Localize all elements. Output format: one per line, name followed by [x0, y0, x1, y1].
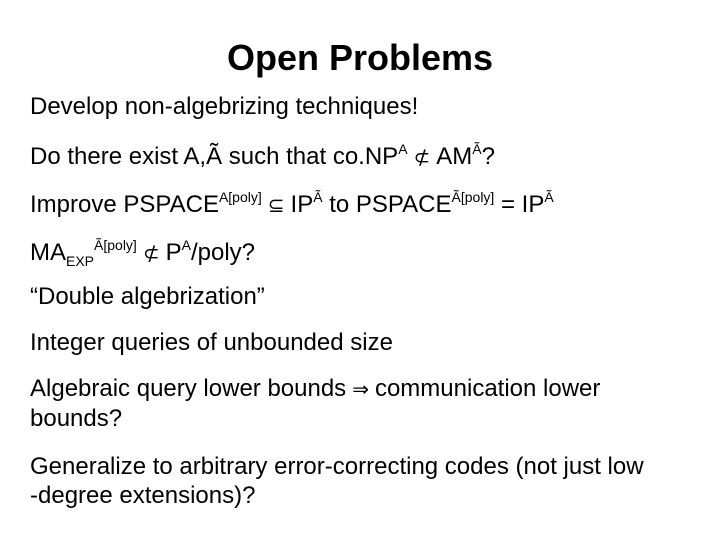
item-text: MA — [30, 239, 66, 266]
superscript: Ã[poly] — [451, 189, 495, 205]
not-subset-symbol: ⊄ — [413, 145, 431, 169]
item-text: IP — [290, 191, 314, 218]
superscript: Ã — [313, 189, 323, 205]
slide-title: Open Problems — [226, 37, 494, 78]
superscript: A — [398, 141, 408, 157]
item-double-algebrization — [30, 282, 700, 311]
subscript: EXP — [66, 253, 95, 269]
item-line: -degree extensions)? — [30, 482, 256, 509]
item-text: = IP — [494, 191, 545, 218]
subseteq-symbol: ⊆ — [267, 193, 285, 217]
superscript: Ã[poly] — [94, 237, 137, 253]
item-text: Do there exist A,Ã such that co.NP — [30, 143, 399, 170]
item-text: Improve PSPACE — [30, 191, 219, 218]
item-integer-queries — [30, 328, 700, 357]
not-subset-symbol: ⊄ — [142, 241, 160, 265]
item-generalize-codes — [30, 452, 700, 510]
item-text: Algebraic query lower bounds — [30, 375, 347, 402]
item-text: Develop non-algebrizing techniques! — [30, 93, 419, 120]
item-improve-pspace — [30, 190, 700, 220]
item-text: communication lower — [374, 375, 601, 402]
item-non-algebrizing — [30, 92, 700, 121]
item-text: Integer queries of unbounded size — [30, 329, 393, 356]
item-query-lower-bounds — [30, 374, 700, 433]
superscript: Ã — [472, 141, 482, 157]
superscript: A[poly] — [218, 189, 262, 205]
item-line: Generalize to arbitrary error-correcting codes (not just low — [30, 453, 644, 480]
item-text: ? — [481, 143, 495, 170]
item-line: bounds? — [30, 405, 123, 432]
implies-symbol: ⇒ — [352, 377, 369, 401]
item-line — [30, 374, 700, 404]
superscript: Ã — [544, 189, 554, 205]
item-text: AM — [436, 143, 473, 170]
item-text: /poly? — [190, 239, 255, 266]
item-exist-oracles — [30, 142, 700, 172]
item-maexp — [30, 238, 700, 268]
item-text: “Double algebrization” — [30, 283, 265, 310]
item-text: P — [165, 239, 182, 266]
superscript: A — [181, 237, 191, 253]
item-text: to PSPACE — [322, 191, 452, 218]
